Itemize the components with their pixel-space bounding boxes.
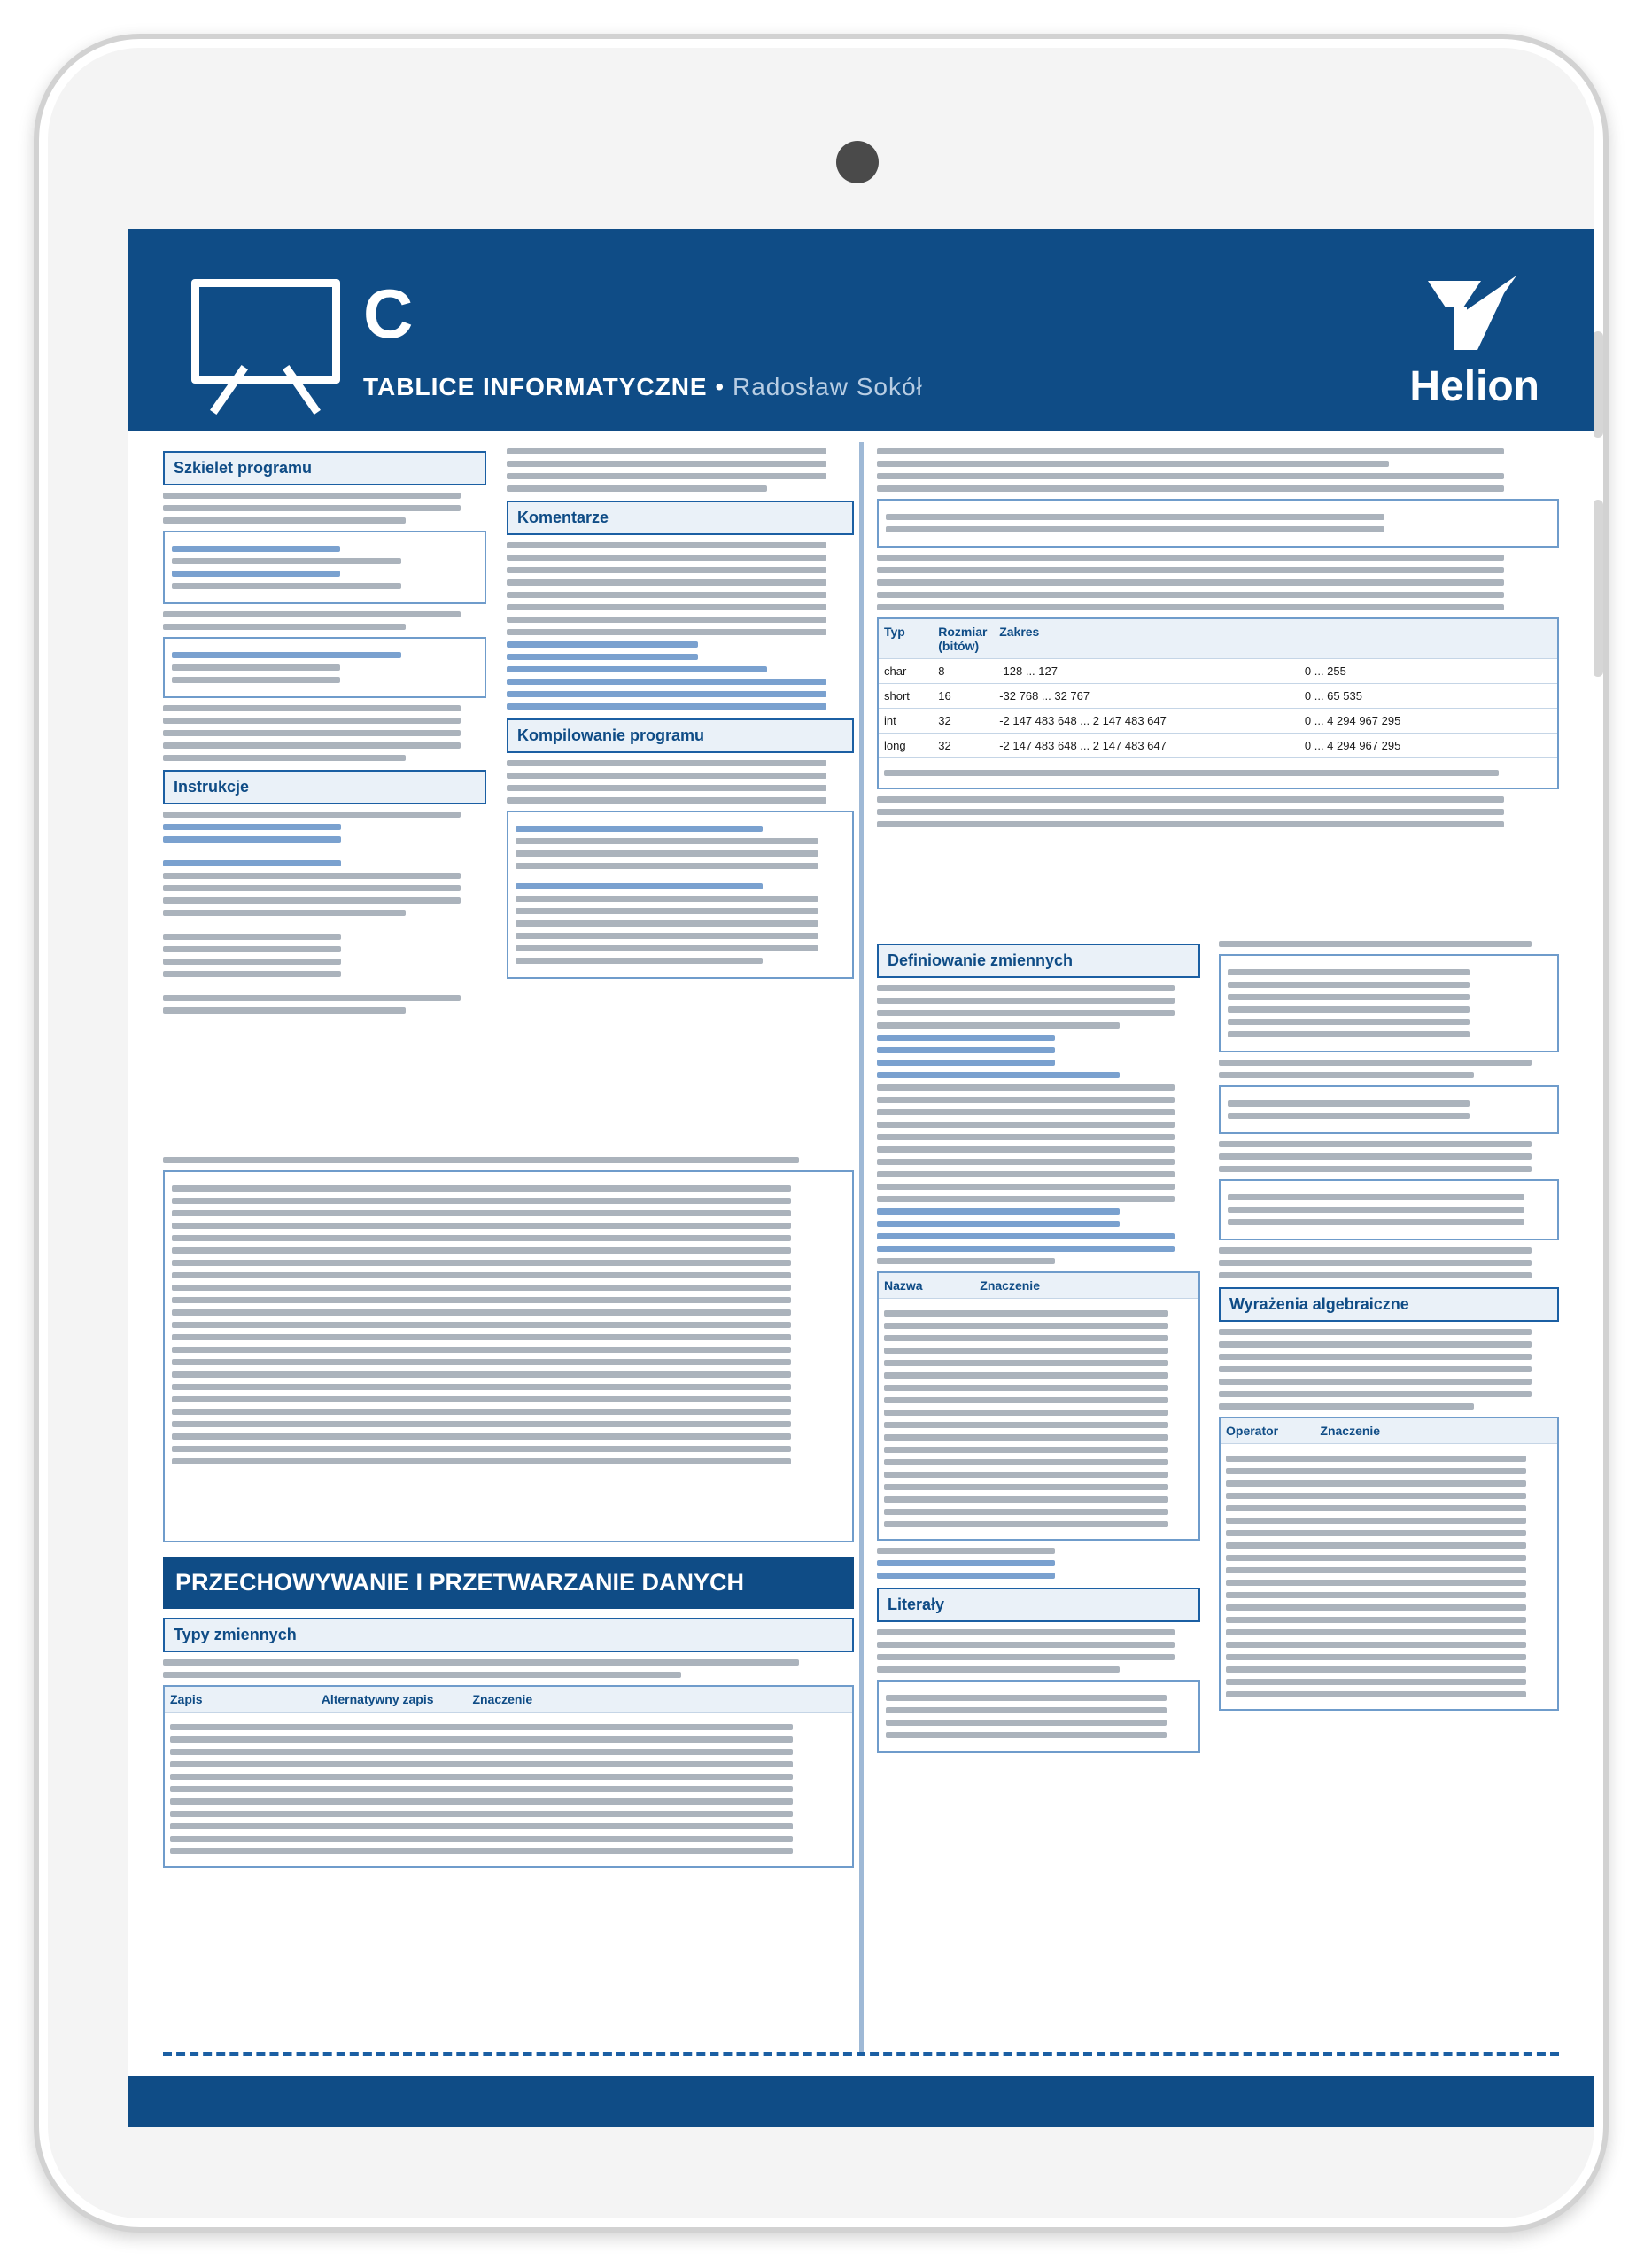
table-header	[879, 1273, 1198, 1299]
tablet-frame	[34, 34, 1609, 2233]
section-heading: Definiowanie zmiennych	[877, 944, 1200, 978]
format-table	[1219, 954, 1559, 1052]
compile-table	[507, 811, 854, 979]
camera-icon	[836, 141, 879, 183]
table-header-cell: Zapis	[170, 1692, 203, 1706]
page-footer	[128, 2076, 1594, 2127]
section-heading: Komentarze	[507, 501, 854, 535]
signed-table	[877, 499, 1559, 548]
code-box	[163, 637, 486, 698]
helion-logo-icon	[1419, 272, 1525, 357]
cell: long	[884, 739, 906, 752]
cell: 16	[938, 689, 951, 703]
page-title: C	[363, 275, 414, 353]
section-heading: Wyrażenia algebraiczne	[1219, 1287, 1559, 1322]
column-left-top	[163, 442, 486, 1020]
table-header	[1221, 1418, 1557, 1444]
table-header-cell: Znaczenie	[1320, 1424, 1381, 1438]
column-middle-top	[507, 442, 854, 986]
cell: 32	[938, 714, 951, 727]
table-header-cell: Typ	[884, 625, 905, 639]
cell: int	[884, 714, 896, 727]
cell: short	[884, 689, 910, 703]
table-header-cell: Operator	[1226, 1424, 1279, 1438]
table-header	[879, 619, 1557, 659]
cell: 32	[938, 739, 951, 752]
column-right-b	[1219, 935, 1559, 1718]
cell: 0 ... 4 294 967 295	[1304, 714, 1401, 727]
cell: char	[884, 664, 907, 678]
section-heading: Literały	[877, 1588, 1200, 1622]
column-separator	[859, 442, 864, 2054]
options-table	[163, 1170, 854, 1542]
code-box	[163, 531, 486, 604]
bullet: •	[715, 373, 725, 400]
table-header	[165, 1687, 852, 1713]
chapter-heading: PRZECHOWYWANIE I PRZETWARZANIE DANYCH	[163, 1557, 854, 1609]
page-header	[128, 229, 1594, 431]
table-header-cell: Alternatywny zapis	[321, 1692, 434, 1706]
options-section	[163, 1151, 854, 1875]
table-header-cell: Znaczenie	[980, 1278, 1040, 1293]
cell: -2 147 483 648 ... 2 147 483 647	[999, 714, 1167, 727]
cell: 0 ... 255	[1304, 664, 1346, 678]
page-subtitle	[363, 373, 923, 401]
section-heading: Typy zmiennych	[163, 1618, 854, 1652]
table-header-cell: Rozmiar (bitów)	[938, 625, 988, 653]
series-name: TABLICE INFORMATYCZNE	[363, 373, 708, 400]
bottom-divider	[163, 2052, 1559, 2056]
types-table	[163, 1685, 854, 1868]
brand-name: Helion	[1409, 363, 1539, 410]
range-table	[877, 617, 1559, 789]
cell: 8	[938, 664, 945, 678]
author-name: Radosław Sokół	[732, 373, 923, 400]
column-right-a	[877, 935, 1200, 1760]
cell: -32 768 ... 32 767	[999, 689, 1090, 703]
section-heading: Instrukcje	[163, 770, 486, 804]
table-header-cell: Znaczenie	[472, 1692, 533, 1706]
table-row	[879, 684, 1557, 709]
cell: 0 ... 4 294 967 295	[1304, 739, 1401, 752]
float-table	[1219, 1085, 1559, 1134]
definitions-table	[877, 1271, 1200, 1541]
suffix-table	[1219, 1179, 1559, 1240]
table-row	[879, 734, 1557, 758]
column-right-top	[877, 442, 1559, 834]
cell: -128 ... 127	[999, 664, 1058, 678]
cell: 0 ... 65 535	[1304, 689, 1362, 703]
operators-table	[1219, 1417, 1559, 1711]
section-heading: Szkielet programu	[163, 451, 486, 485]
board-icon	[191, 279, 340, 384]
table-row	[879, 659, 1557, 684]
table-header-cell: Zakres	[999, 625, 1040, 639]
cheat-sheet-page	[128, 229, 1594, 2127]
table-row	[879, 709, 1557, 734]
table-header-cell: Nazwa	[884, 1278, 923, 1293]
cell: -2 147 483 648 ... 2 147 483 647	[999, 739, 1167, 752]
literals-table	[877, 1680, 1200, 1753]
section-heading: Kompilowanie programu	[507, 718, 854, 753]
